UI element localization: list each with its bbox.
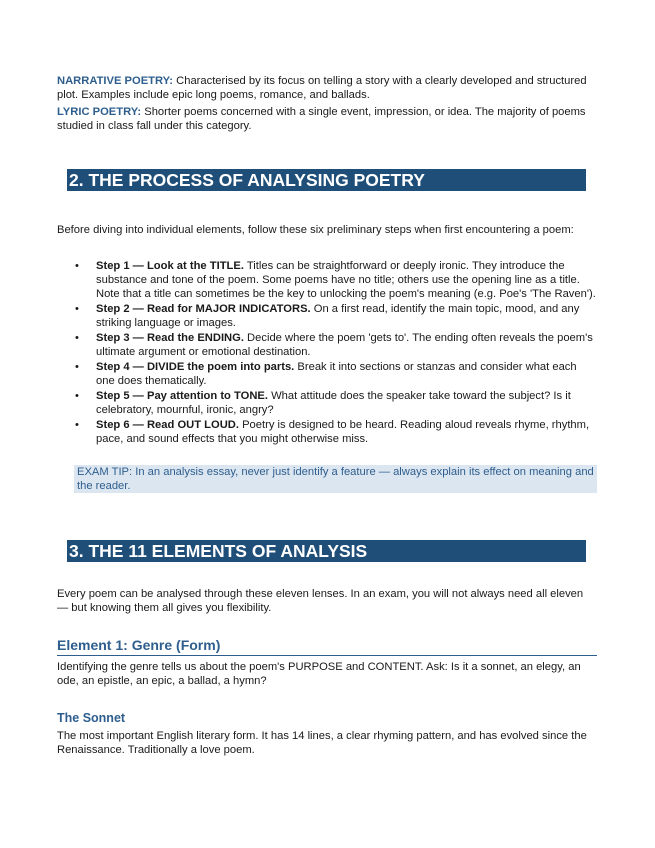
step-text: Poetry is designed to be heard. Reading aloud reveals rhyme, rhythm, pace, and sound effects that you might otherwise miss. <box>96 419 590 445</box>
definition-lyric-poetry <box>57 105 597 133</box>
step-label: Step 6 — Read OUT LOUD. <box>96 419 239 431</box>
definition-text: Characterised by its focus on telling a story with a clearly developed and structured plot. Examples include epic long poems, romance, and ballads. <box>57 75 587 101</box>
section-2-intro: Before diving into individual elements, follow these six preliminary steps when first encountering a poem: <box>57 224 574 236</box>
step-item <box>96 389 597 417</box>
step-item <box>96 302 597 330</box>
step-text: What attitude does the speaker take toward the subject? Is it celebratory, mournful, ironic, angry? <box>96 390 571 416</box>
step-text: Titles can be straightforward or deeply ironic. They introduce the substance and tone of the poem. Some poems have no title; others use the opening line as a title. Note that a title can sometimes be the key to unlocking the poem's meaning (e.g. Poe's 'The Raven'). <box>96 260 596 300</box>
sonnet-heading: The Sonnet <box>57 711 126 725</box>
section-3-heading: 3. THE 11 ELEMENTS OF ANALYSIS <box>67 540 586 562</box>
definition-text: Shorter poems concerned with a single event, impression, or idea. The majority of poems studied in class fall under this category. <box>57 106 586 132</box>
step-item <box>96 418 597 446</box>
step-label: Step 1 — Look at the TITLE. <box>96 260 244 272</box>
step-text: Decide where the poem 'gets to'. The ending often reveals the poem's ultimate argument or emotional destination. <box>96 332 593 358</box>
exam-tip-text: EXAM TIP: In an analysis essay, never just identify a feature — always explain its effect on meaning and the reader. <box>77 466 594 492</box>
element-1-heading: Element 1: Genre (Form) <box>57 637 597 656</box>
section-2-heading: 2. THE PROCESS OF ANALYSING POETRY <box>67 169 586 191</box>
step-label: Step 5 — Pay attention to TONE. <box>96 390 268 402</box>
definition-narrative-poetry <box>57 74 597 102</box>
definition-term: NARRATIVE POETRY: <box>57 75 174 87</box>
step-item <box>96 331 597 359</box>
element-1-body: Identifying the genre tells us about the poem's PURPOSE and CONTENT. Ask: Is it a sonnet, an elegy, an ode, an epistle, an epic, a ballad, a hymn? <box>57 661 581 687</box>
step-label: Step 2 — Read for MAJOR INDICATORS. <box>96 303 311 315</box>
step-item <box>96 259 597 301</box>
sonnet-body: The most important English literary form. It has 14 lines, a clear rhyming pattern, and has evolved since the Renaissance. Traditionally a love poem. <box>57 730 587 756</box>
section-3-intro: Every poem can be analysed through these eleven lenses. In an exam, you will not always need all eleven — but knowing them all gives you flexibility. <box>57 588 584 614</box>
step-text: Break it into sections or stanzas and consider what each one does thematically. <box>96 361 577 387</box>
exam-tip-box <box>74 465 597 493</box>
step-item <box>96 360 597 388</box>
step-text: On a first read, identify the main topic, mood, and any striking language or images. <box>96 303 580 329</box>
document-page <box>57 74 597 757</box>
step-label: Step 4 — DIVIDE the poem into parts. <box>96 361 295 373</box>
definition-term: LYRIC POETRY: <box>57 106 142 118</box>
step-label: Step 3 — Read the ENDING. <box>96 332 244 344</box>
steps-list <box>57 259 597 446</box>
